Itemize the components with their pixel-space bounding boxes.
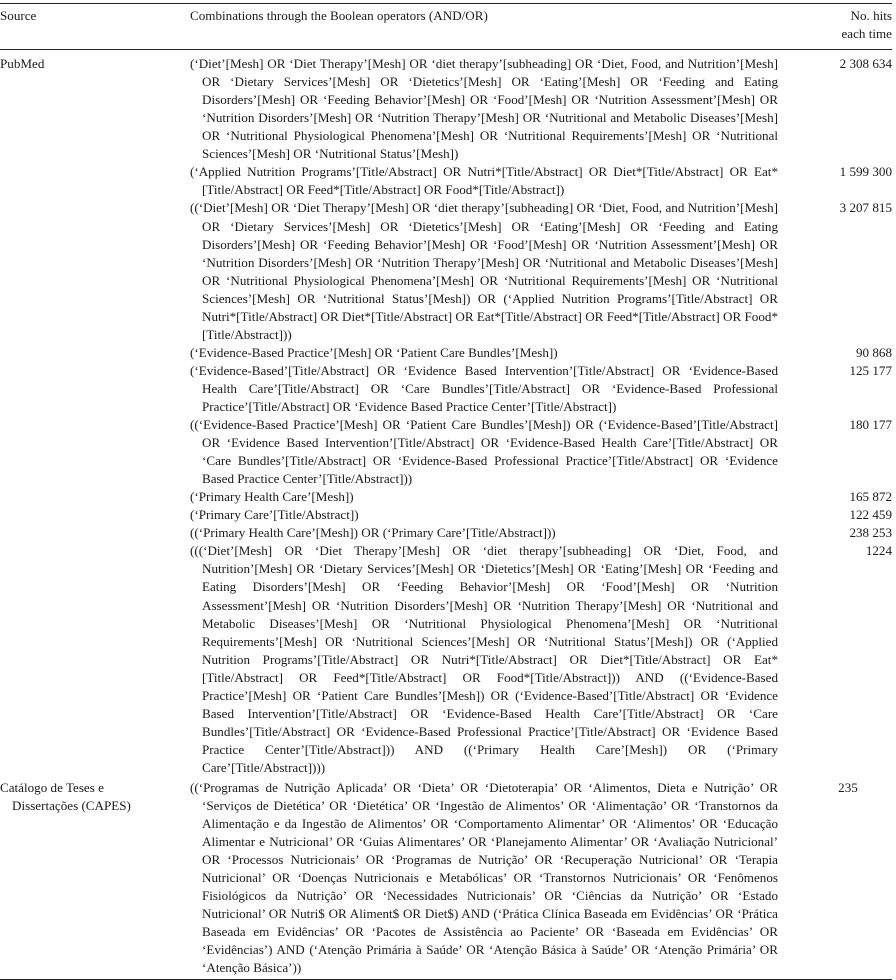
hits-cell: 125 177 [849,362,892,378]
source-capes-line1: Catálogo de Teses e [0,779,104,795]
source-cell: PubMed [0,56,45,72]
query-cell: ((‘Evidence-Based Practice’[Mesh] OR ‘Patient Care Bundles’[Mesh]) OR (‘Evidence-Based’[Title/Abstract] OR ‘Evidence Based Intervention’[Title/Abstract] OR ‘Evidence-Based Health Care’[Title/Abstract] OR ‘Care Bundles’[Title/Abstract] OR ‘Evidence-Based Professional Practice’[Title/Abstract] OR ‘Evidence Based Practice Center’[Title/Abstract])) [190,417,778,487]
hits-cell: 2 308 634 [839,56,892,72]
header-combinations: Combinations through the Boolean operators (AND/OR) [190,8,488,23]
query-cell: (‘Primary Care’[Title/Abstract]) [190,507,359,523]
query-cell: (‘Evidence-Based’[Title/Abstract] OR ‘Evidence Based Intervention’[Title/Abstract] OR ‘Evidence-Based Health Care’[Title/Abstract] OR ‘Care Bundles’[Title/Abstract] OR ‘Evidence-Based Professional Practice’[Title/Abstract] OR ‘Evidence Based Practice Center’[Title/Abstract]) [190,362,778,414]
source-cell [0,199,190,343]
source-cell [0,506,190,524]
hits-cell: 3 207 815 [839,200,892,216]
source-cell [0,488,190,506]
source-capes-line2: Dissertações (CAPES) [12,798,131,814]
hits-cell: 238 253 [849,525,892,541]
source-cell-capes [0,777,190,980]
hits-cell: 165 872 [849,489,892,505]
table-row [0,416,892,488]
hits-cell-capes: 235 [838,779,858,795]
hits-cell: 1224 [865,543,892,559]
table-header [0,4,892,50]
table-row [0,199,892,343]
table-row [0,542,892,777]
query-cell: (‘Applied Nutrition Programs’[Title/Abstract] OR Nutri*[Title/Abstract] OR Diet*[Title/Abstract] OR Eat*[Title/Abstract] OR Feed*[Title/Abstract] OR Food*[Title/Abstract]) [190,164,778,198]
table-row [0,50,892,164]
table-row [0,488,892,506]
table-row [0,506,892,524]
hits-cell: 180 177 [849,417,892,433]
source-cell [0,163,190,199]
query-cell: (‘Evidence-Based Practice’[Mesh] OR ‘Patient Care Bundles’[Mesh]) [190,344,558,360]
query-cell: ((‘Primary Health Care’[Mesh]) OR (‘Primary Care’[Title/Abstract])) [190,525,556,541]
source-cell [0,416,190,488]
header-hits-line2: each time [841,26,892,42]
hits-cell: 122 459 [849,507,892,523]
query-cell: (((‘Diet’[Mesh] OR ‘Diet Therapy’[Mesh] OR ‘diet therapy’[subheading] OR ‘Diet, Food, and Nutrition’[Mesh] OR ‘Dietary Services’[Mesh] OR ‘Dietetics’[Mesh] OR ‘Eating’[Mesh] OR ‘Feeding and Eating Disorders’[Mesh] OR ‘Feeding Behavior’[Mesh] OR ‘Food’[Mesh] OR ‘Nutrition Assessment’[Mesh] OR ‘Nutrition Disorders’[Mesh] OR ‘Nutrition Therapy’[Mesh] OR ‘Nutritional and Metabolic Diseases’[Mesh] OR ‘Nutritional Physiological Phenomena’[Mesh] OR ‘Nutritional Requirements’[Mesh] OR ‘Nutritional Sciences’[Mesh] OR ‘Nutritional Status’[Mesh]) OR (‘Applied Nutrition Programs’[Title/Abstract] OR Nutri*[Title/Abstract] OR Diet*[Title/Abstract] OR Eat*[Title/Abstract] OR Feed*[Title/Abstract] OR Food*[Title/Abstract])) AND ((‘Evidence-Based Practice’[Mesh] OR ‘Patient Care Bundles’[Mesh]) OR (‘Evidence-Based’[Title/Abstract] OR ‘Evidence Based Intervention’[Title/Abstract] OR ‘Evidence-Based Health Care’[Title/Abstract] OR ‘Care Bundles’[Title/Abstract] OR ‘Evidence-Based Professional Practice’[Title/Abstract] OR ‘Evidence Based Practice Center’[Title/Abstract])) AND ((‘Primary Health Care’[Mesh]) OR (‘Primary Care’[Title/Abstract]))) [190,543,778,775]
header-hits-line1: No. hits [850,8,892,23]
table-row [0,362,892,416]
query-cell-capes: ((‘Programas de Nutrição Aplicada’ OR ‘Dieta’ OR ‘Dietoterapia’ OR ‘Alimentos, Dieta e Nutrição’ OR ‘Serviços de Dietética’ OR ‘Dietética’ OR ‘Ingestão de Alimentos’ OR ‘Alimentação’ OR ‘Transtornos da Alimentação e da Ingestão de Alimentos’ OR ‘Comportamento Alimentar’ OR ‘Alimentos’ OR ‘Educação Alimentar e Nutricional’ OR ‘Guias Alimentares’ OR ‘Planejamento Alimentar’ OR ‘Avaliação Nutricional’ OR ‘Processos Nutricionais’ OR ‘Programas de Nutrição’ OR ‘Recuperação Nutricional’ OR ‘Terapia Nutricional’ OR ‘Doenças Nutricionais e Metabólicas’ OR ‘Transtornos Nutricionais’ OR ‘Fenômenos Fisiológicos da Nutrição’ OR ‘Necessidades Nutricionais’ OR ‘Ciências da Nutrição’ OR ‘Estado Nutricional’ OR Nutri$ OR Aliment$ OR Diet$) AND (‘Prática Clínica Baseada em Evidências’ OR ‘Prática Baseada em Evidências’ OR ‘Pacotes de Assistência ao Paciente’ OR ‘Baseada em Evidências’ OR ‘Evidências’) AND (‘Atenção Primária à Saúde’ OR ‘Atenção Básica à Saúde’ OR ‘Atenção Primária’ OR ‘Atenção Básica’)) [190,779,778,976]
search-strategy-table [0,3,892,980]
hits-cell: 1 599 300 [839,164,892,180]
table-row [0,524,892,542]
source-cell [0,344,190,362]
table-row [0,344,892,362]
source-cell [0,362,190,416]
source-cell [0,524,190,542]
table-row-capes [0,777,892,980]
query-cell: (‘Diet’[Mesh] OR ‘Diet Therapy’[Mesh] OR ‘diet therapy’[subheading] OR ‘Diet, Food, and Nutrition’[Mesh] OR ‘Dietary Services’[Mesh] OR ‘Dietetics’[Mesh] OR ‘Eating’[Mesh] OR ‘Feeding and Eating Disorders’[Mesh] OR ‘Feeding Behavior’[Mesh] OR ‘Food’[Mesh] OR ‘Nutrition Assessment’[Mesh] OR ‘Nutrition Disorders’[Mesh] OR ‘Nutrition Therapy’[Mesh] OR ‘Nutritional and Metabolic Diseases’[Mesh] OR ‘Nutritional Physiological Phenomena’[Mesh] OR ‘Nutritional Requirements’[Mesh] OR ‘Nutritional Sciences’[Mesh] OR ‘Nutritional Status’[Mesh]) [190,56,778,162]
header-hits [804,4,892,50]
source-cell [0,542,190,777]
header-source: Source [0,8,37,23]
query-cell: (‘Primary Health Care’[Mesh]) [190,489,354,505]
table-row [0,163,892,199]
table-body [0,50,892,980]
hits-cell: 90 868 [855,344,892,360]
query-cell: ((‘Diet’[Mesh] OR ‘Diet Therapy’[Mesh] OR ‘diet therapy’[subheading] OR ‘Diet, Food, and Nutrition’[Mesh] OR ‘Dietary Services’[Mesh] OR ‘Dietetics’[Mesh] OR ‘Eating’[Mesh] OR ‘Feeding and Eating Disorders’[Mesh] OR ‘Feeding Behavior’[Mesh] OR ‘Food’[Mesh] OR ‘Nutrition Assessment’[Mesh] OR ‘Nutrition Disorders’[Mesh] OR ‘Nutrition Therapy’[Mesh] OR ‘Nutritional and Metabolic Diseases’[Mesh] OR ‘Nutritional Physiological Phenomena’[Mesh] OR ‘Nutritional Requirements’[Mesh] OR ‘Nutritional Sciences’[Mesh] OR ‘Nutritional Status’[Mesh]) OR (‘Applied Nutrition Programs’[Title/Abstract] OR Nutri*[Title/Abstract] OR Diet*[Title/Abstract] OR Eat*[Title/Abstract] OR Feed*[Title/Abstract] OR Food*[Title/Abstract])) [190,200,778,342]
